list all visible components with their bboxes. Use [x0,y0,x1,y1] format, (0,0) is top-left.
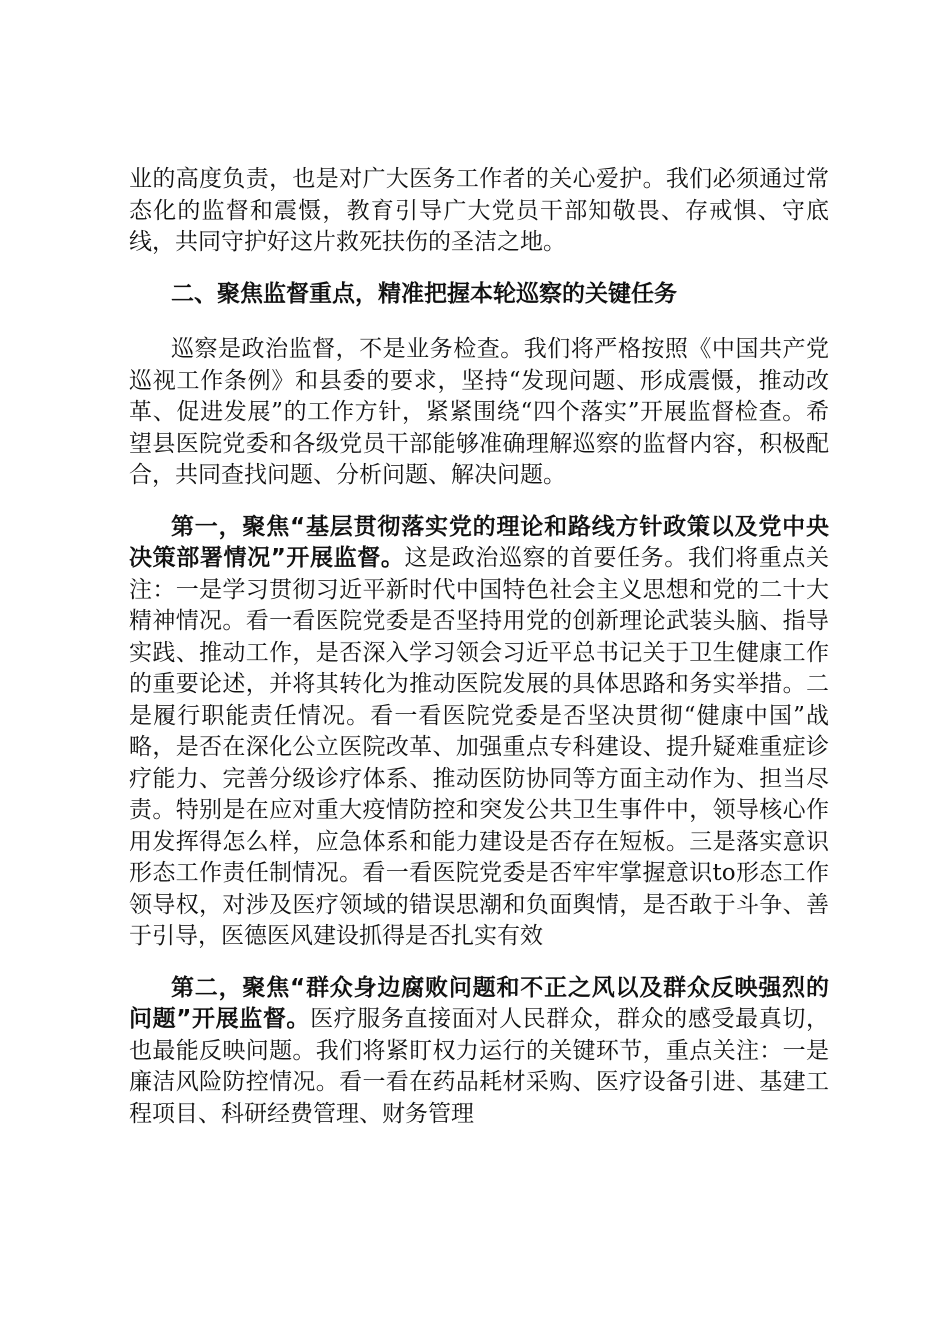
document-body [129,164,829,1150]
paragraph-second-focus-lead: 第二，聚焦“群众身边腐败问题和不正之风以及群众反映强烈的问题”开展监督。 [129,974,829,1032]
paragraph-first-focus [129,512,829,953]
paragraph-first-focus-lead: 第一，聚焦“基层贯彻落实党的理论和路线方针政策以及党中央决策部署情况”开展监督。 [129,513,829,571]
paragraph-second-focus-body: 医疗服务直接面对人民群众，群众的感受最真切，也最能反映问题。我们将紧盯权力运行的关键环节，重点关注：一是廉洁风险防控情况。看一看在药品耗材采购、医疗设备引进、基建工程项目、科研经费管理、财务管理 [129,1006,830,1127]
paragraph-first-focus-body: 这是政治巡察的首要任务。我们将重点关注：一是学习贯彻习近平新时代中国特色社会主义思想和党的二十大精神情况。看一看医院党委是否坚持用党的创新理论武装头脑、指导实践、推动工作，是否深入学习领会习近平总书记关于卫生健康工作的重要论述，并将其转化为推动医院发展的具体思路和务实举措。二是履行职能责任情况。看一看医院党委是否坚决贯彻“健康中国”战略，是否在深化公立医院改革、加强重点专科建设、提升疑难重症诊疗能力、完善分级诊疗体系、推动医防协同等方面主动作为、担当尽责。特别是在应对重大疫情防控和突发公共卫生事件中，领导核心作用发挥得怎么样，应急体系和能力建设是否存在短板。三是落实意识形态工作责任制情况。看一看医院党委是否牢牢掌握意识to形态工作领导权，对涉及医疗领域的错误思潮和负面舆情，是否敢于斗争、善于引导，医德医风建设抓得是否扎实有效 [129,545,829,949]
paragraph-continuation: 业的高度负责，也是对广大医务工作者的关心爱护。我们必须通过常态化的监督和震慑，教育引导广大党员干部知敬畏、存戒惧、守底线，共同守护好这片救死扶伤的圣洁之地。 [129,166,829,255]
section-heading: 二、聚焦监督重点，精准把握本轮巡察的关键任务 [171,280,677,307]
paragraph-inspection-intro: 巡察是政治监督，不是业务检查。我们将严格按照《中国共产党巡视工作条例》和县委的要求，坚持“发现问题、形成震慑，推动改革、促进发展”的工作方针，紧紧围绕“四个落实”开展监督检查。希望县医院党委和各级党员干部能够准确理解巡察的监督内容，积极配合，共同查找问题、分析问题、解决问题。 [129,336,829,488]
paragraph-second-focus [129,973,829,1131]
